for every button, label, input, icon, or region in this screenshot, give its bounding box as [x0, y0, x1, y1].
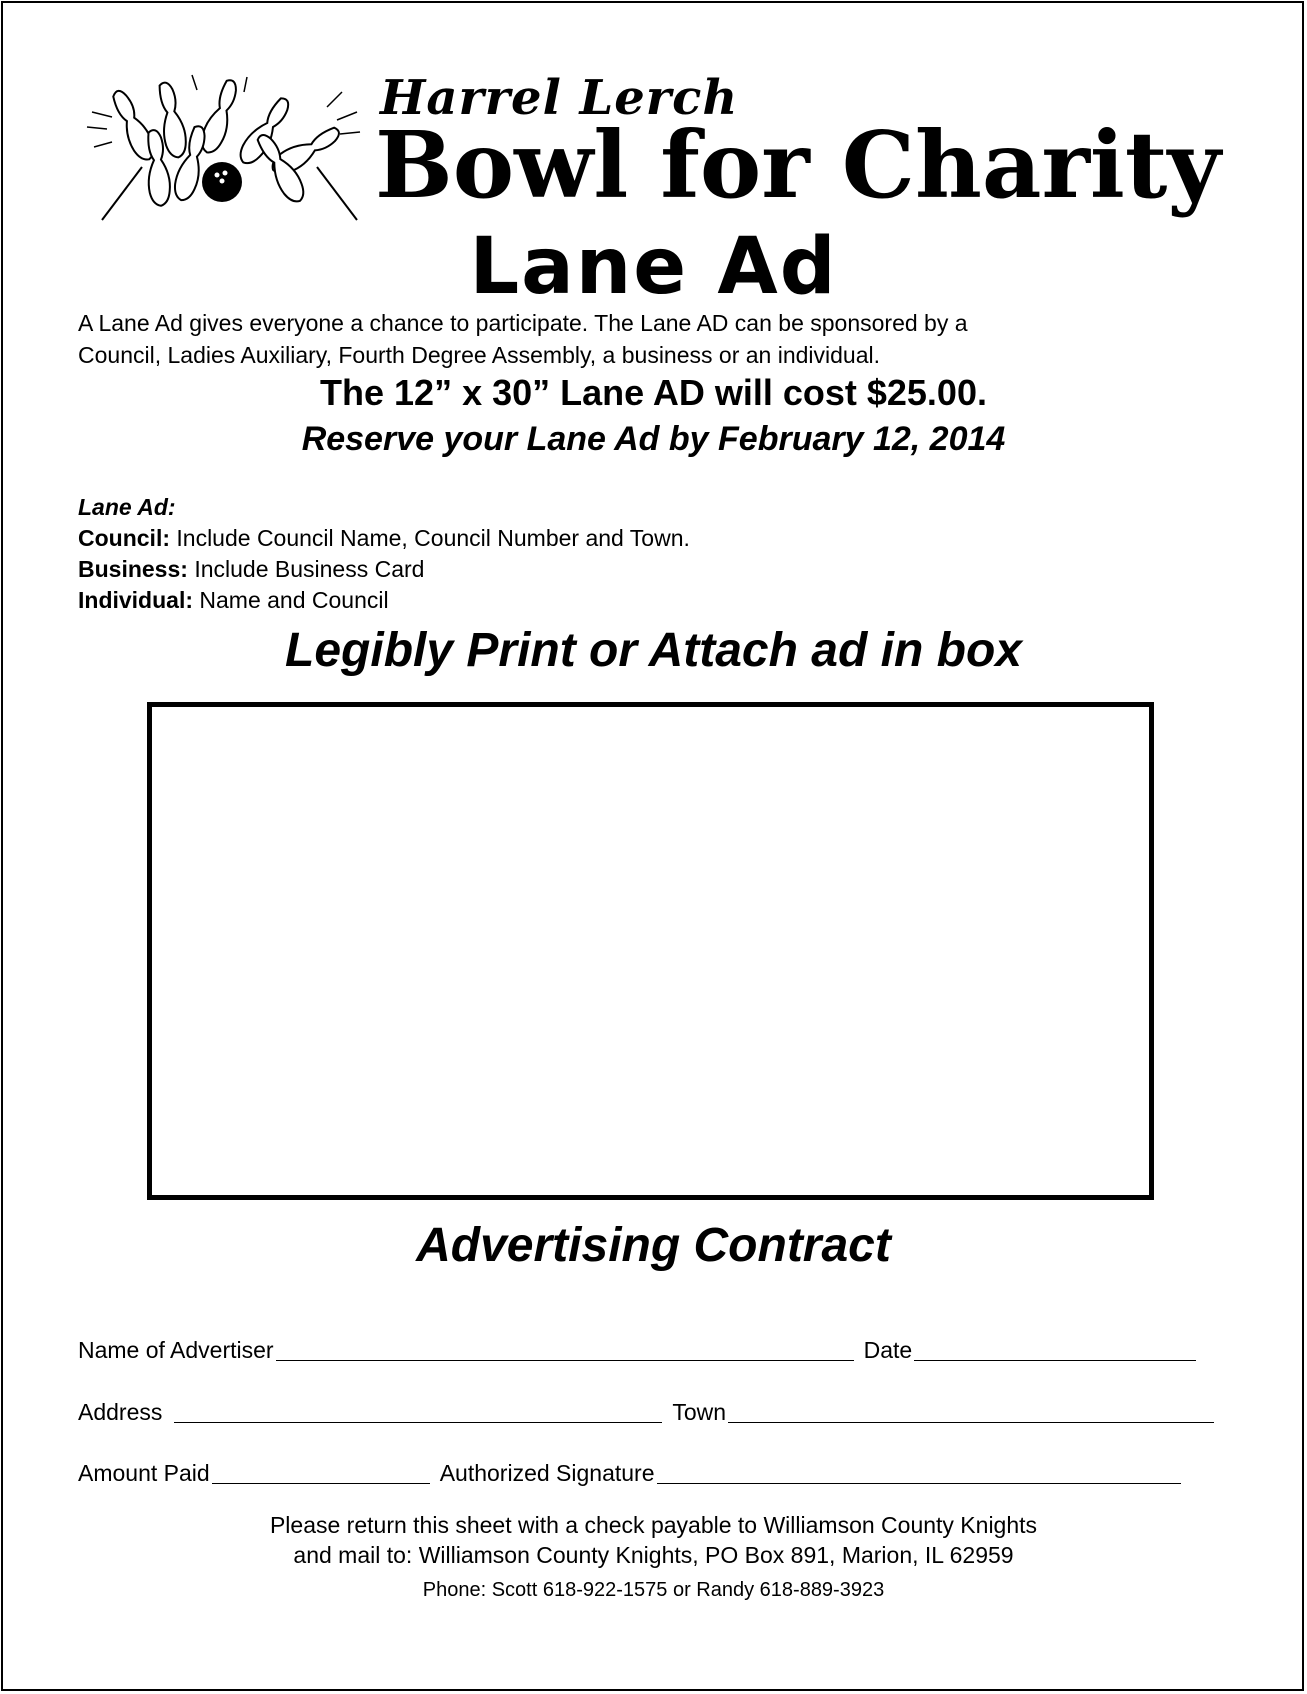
form-row-address — [78, 1394, 1218, 1426]
box-instruction: Legibly Print or Attach ad in box — [285, 624, 1022, 677]
price-line: The 12” x 30” Lane AD will cost $25.00. — [320, 372, 987, 413]
deadline-line: Reserve your Lane Ad by February 12, 2014 — [301, 420, 1006, 458]
requirement-text: Include Council Name, Council Number and Town. — [170, 525, 690, 551]
ad-entry-box[interactable] — [147, 702, 1154, 1200]
intro-line-1: A Lane Ad gives everyone a chance to participate. The Lane AD can be sponsored by a — [78, 310, 968, 336]
date-label: Date — [863, 1337, 913, 1363]
form-row-advertiser — [78, 1332, 1218, 1364]
phone-line: Phone: Scott 618-922-1575 or Randy 618-889-3923 — [422, 1579, 885, 1601]
contract-heading: Advertising Contract — [416, 1219, 891, 1272]
lane-ad-heading: Lane Ad: — [78, 494, 176, 520]
requirement-text: Include Business Card — [187, 556, 425, 582]
return-instructions — [0, 1510, 1307, 1570]
town-field[interactable] — [728, 1400, 1214, 1423]
return-line-1: Please return this sheet with a check payable to Williamson County Knights — [269, 1512, 1038, 1538]
address-label: Address — [78, 1399, 163, 1425]
bowling-pins-strike-icon — [72, 72, 372, 222]
town-label: Town — [672, 1399, 727, 1425]
intro-line-2: Council, Ladies Auxiliary, Fourth Degree Assembly, a business or an individual. — [78, 342, 881, 368]
date-field[interactable] — [914, 1338, 1196, 1361]
form-row-payment — [78, 1455, 1218, 1487]
requirement-individual — [78, 585, 690, 616]
requirement-label: Individual: — [78, 587, 193, 613]
advertiser-field[interactable] — [276, 1338, 854, 1361]
requirement-label: Business: — [78, 556, 188, 582]
lane-ad-requirements — [78, 492, 690, 616]
address-field[interactable] — [174, 1400, 662, 1423]
signature-field[interactable] — [657, 1461, 1181, 1484]
requirement-council — [78, 523, 690, 554]
advertiser-label: Name of Advertiser — [78, 1337, 274, 1363]
requirement-business — [78, 554, 690, 585]
return-line-2: and mail to: Williamson County Knights, PO Box 891, Marion, IL 62959 — [293, 1542, 1014, 1568]
amount-paid-field[interactable] — [212, 1461, 430, 1484]
event-title: Bowl for Charity — [375, 111, 1221, 219]
amount-paid-label: Amount Paid — [78, 1460, 210, 1486]
org-name: Harrel Lerch — [380, 70, 739, 126]
requirement-text: Name and Council — [193, 587, 389, 613]
requirement-label: Council: — [78, 525, 170, 551]
intro-paragraph — [78, 307, 1238, 371]
form-title: Lane Ad — [469, 222, 838, 312]
signature-label: Authorized Signature — [439, 1460, 655, 1486]
